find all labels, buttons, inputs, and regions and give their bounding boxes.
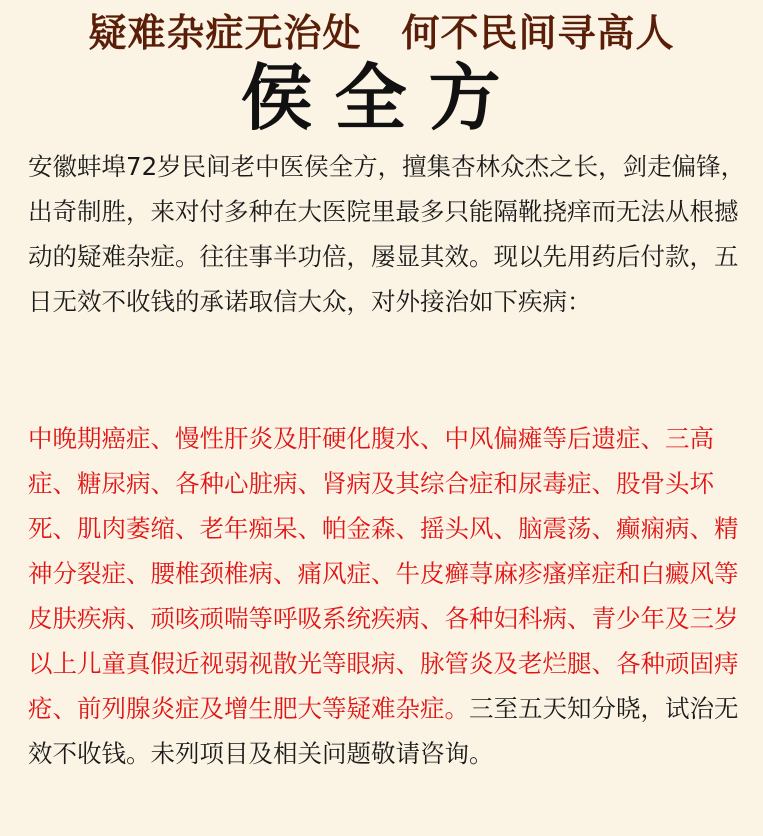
headline — [0, 2, 763, 57]
doctor-name-title: 侯全方 — [240, 56, 523, 140]
diseases-paragraph — [28, 416, 748, 776]
intro-paragraph: 安徽蚌埠72岁民间老中医侯全方，擅集杏林众杰之长，剑走偏锋，出奇制胜，来对付多种在大医院里最多只能隔靴挠痒而无法从根撼动的疑难杂症。往往事半功倍，屡显其效。现以先用药后付款，五日无效不收钱的承诺取信大众，对外接治如下疾病： — [28, 152, 746, 316]
headline-left: 疑难杂症无治处 — [88, 11, 362, 55]
closing-text: 三至五天知分晓，试治无效不收钱。未列项目及相关问题敬请咨询。 — [28, 694, 739, 768]
headline-right: 何不民间寻高人 — [401, 11, 675, 55]
disease-list: 中晚期癌症、慢性肝炎及肝硬化腹水、中风偏瘫等后遗症、三高症、糖尿病、各种心脏病、肾病及其综合症和尿毒症、股骨头坏死、肌肉萎缩、老年痴呆、帕金森、摇头风、脑震荡、癫痫病、精神分裂症、腰椎颈椎病、痛风症、牛皮癣荨麻疹瘙痒症和白癜风等皮肤疾病、顽咳顽喘等呼吸系统疾病、各种妇科病、青少年及三岁以上儿童真假近视弱视散光等眼病、脉管炎及老烂腿、各种顽固痔疮、前列腺炎症及增生肥大等疑难杂症。 — [28, 424, 739, 723]
